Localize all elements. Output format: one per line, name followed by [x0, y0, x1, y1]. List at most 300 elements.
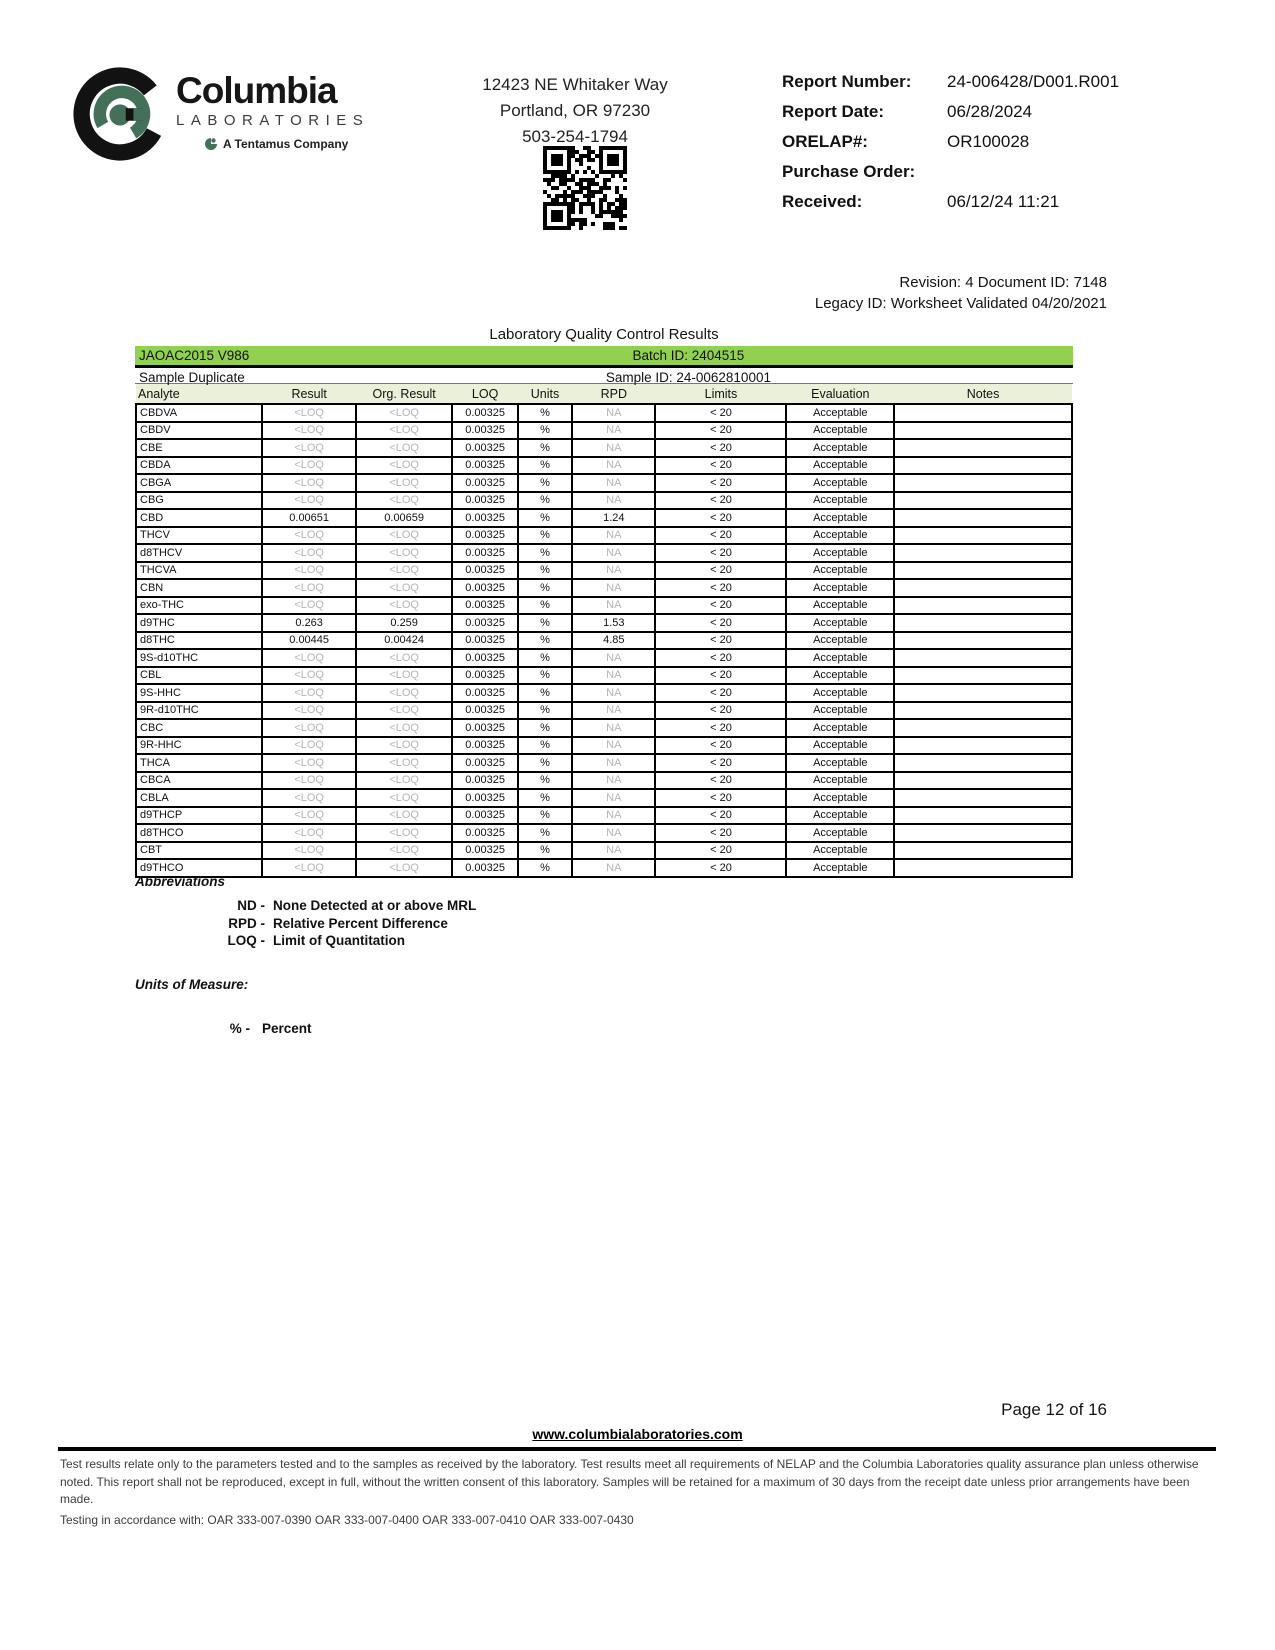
cell-evaluation: Acceptable [786, 474, 894, 492]
cell-notes [894, 422, 1072, 440]
cell-limits: < 20 [655, 544, 786, 562]
cell-notes [894, 632, 1072, 650]
cell-org-result: <LOQ [356, 702, 452, 720]
cell-limits: < 20 [655, 842, 786, 860]
cell-result: <LOQ [262, 492, 356, 510]
cell-rpd: NA [572, 404, 655, 422]
cell-limits: < 20 [655, 754, 786, 772]
cell-units: % [518, 859, 572, 877]
cell-notes [894, 719, 1072, 737]
cell-rpd: NA [572, 754, 655, 772]
cell-result: <LOQ [262, 667, 356, 685]
revision-info [815, 272, 1107, 314]
brand-tagline: A Tentamus Company [223, 137, 349, 151]
cell-rpd: NA [572, 422, 655, 440]
page-number: Page 12 of 16 [1001, 1400, 1107, 1419]
cell-units: % [518, 649, 572, 667]
cell-evaluation: Acceptable [786, 859, 894, 877]
cell-limits: < 20 [655, 719, 786, 737]
cell-limits: < 20 [655, 579, 786, 597]
abbreviation-item [135, 915, 476, 933]
legacy-id-line: Legacy ID: Worksheet Validated 04/20/2021 [814, 295, 1107, 312]
abbreviation-item [135, 932, 476, 950]
cell-analyte: d9THC [136, 614, 262, 632]
cell-analyte: 9S-d10THC [136, 649, 262, 667]
col-header-org-result: Org. Result [356, 384, 452, 404]
cell-limits: < 20 [655, 474, 786, 492]
cell-notes [894, 579, 1072, 597]
cell-units: % [518, 789, 572, 807]
cell-analyte: CBC [136, 719, 262, 737]
cell-notes [894, 737, 1072, 755]
cell-loq: 0.00325 [452, 702, 518, 720]
table-row [136, 824, 1072, 842]
cell-notes [894, 807, 1072, 825]
cell-units: % [518, 474, 572, 492]
cell-org-result: <LOQ [356, 422, 452, 440]
cell-notes [894, 439, 1072, 457]
col-header-notes: Notes [894, 384, 1072, 404]
table-row [136, 597, 1072, 615]
cell-units: % [518, 404, 572, 422]
cell-limits: < 20 [655, 649, 786, 667]
cell-evaluation: Acceptable [786, 737, 894, 755]
cell-units: % [518, 842, 572, 860]
batch-id: Batch ID: 2404515 [632, 348, 745, 363]
cell-analyte: THCVA [136, 562, 262, 580]
cell-limits: < 20 [655, 684, 786, 702]
table-row [136, 754, 1072, 772]
cell-result: <LOQ [262, 807, 356, 825]
cell-analyte: CBT [136, 842, 262, 860]
cell-rpd: NA [572, 859, 655, 877]
cell-org-result: <LOQ [356, 789, 452, 807]
cell-notes [894, 702, 1072, 720]
cell-rpd: NA [572, 824, 655, 842]
cell-limits: < 20 [655, 667, 786, 685]
cell-limits: < 20 [655, 737, 786, 755]
qc-results-section [135, 326, 1073, 878]
table-row [136, 684, 1072, 702]
cell-loq: 0.00325 [452, 772, 518, 790]
cell-units: % [518, 597, 572, 615]
table-row [136, 719, 1072, 737]
cell-units: % [518, 737, 572, 755]
table-row [136, 457, 1072, 475]
report-metadata [782, 72, 1202, 222]
col-header-result: Result [262, 384, 356, 404]
table-row [136, 527, 1072, 545]
cell-analyte: CBDVA [136, 404, 262, 422]
cell-result: <LOQ [262, 457, 356, 475]
cell-loq: 0.00325 [452, 842, 518, 860]
cell-result: <LOQ [262, 754, 356, 772]
cell-analyte: CBN [136, 579, 262, 597]
abbr-key-loq: LOQ - [227, 933, 265, 948]
cell-units: % [518, 492, 572, 510]
address-line-3: 503-254-1794 [522, 127, 628, 146]
cell-loq: 0.00325 [452, 859, 518, 877]
cell-units: % [518, 667, 572, 685]
table-row [136, 492, 1072, 510]
cell-org-result: <LOQ [356, 474, 452, 492]
cell-units: % [518, 754, 572, 772]
cell-loq: 0.00325 [452, 667, 518, 685]
cell-rpd: NA [572, 649, 655, 667]
table-row [136, 439, 1072, 457]
table-row [136, 404, 1072, 422]
method-name: JAOAC2015 V986 [139, 348, 250, 363]
cell-notes [894, 457, 1072, 475]
cell-notes [894, 562, 1072, 580]
col-header-limits: Limits [655, 384, 786, 404]
cell-evaluation: Acceptable [786, 562, 894, 580]
col-header-units: Units [518, 384, 572, 404]
cell-result: <LOQ [262, 824, 356, 842]
cell-notes [894, 667, 1072, 685]
col-header-analyte: Analyte [136, 384, 262, 404]
cell-limits: < 20 [655, 772, 786, 790]
cell-analyte: d9THCP [136, 807, 262, 825]
cell-analyte: 9R-d10THC [136, 702, 262, 720]
cell-evaluation: Acceptable [786, 614, 894, 632]
website-link[interactable]: www.columbialaboratories.com [532, 1426, 743, 1442]
cell-analyte: CBGA [136, 474, 262, 492]
cell-notes [894, 859, 1072, 877]
table-row [136, 422, 1072, 440]
qc-table-title: Laboratory Quality Control Results [489, 326, 719, 343]
cell-org-result: <LOQ [356, 824, 452, 842]
cell-evaluation: Acceptable [786, 789, 894, 807]
cell-result: <LOQ [262, 439, 356, 457]
unit-key-percent: % - [229, 1021, 250, 1036]
report-number-field [782, 72, 1202, 92]
cell-result: 0.00445 [262, 632, 356, 650]
col-header-rpd: RPD [572, 384, 655, 404]
cell-units: % [518, 824, 572, 842]
cell-loq: 0.00325 [452, 824, 518, 842]
cell-limits: < 20 [655, 492, 786, 510]
cell-limits: < 20 [655, 439, 786, 457]
cell-evaluation: Acceptable [786, 754, 894, 772]
cell-evaluation: Acceptable [786, 649, 894, 667]
cell-org-result: <LOQ [356, 859, 452, 877]
cell-notes [894, 789, 1072, 807]
cell-rpd: 4.85 [572, 632, 655, 650]
cell-evaluation: Acceptable [786, 457, 894, 475]
cell-loq: 0.00325 [452, 754, 518, 772]
cell-result: <LOQ [262, 684, 356, 702]
cell-result: <LOQ [262, 597, 356, 615]
cell-result: <LOQ [262, 772, 356, 790]
cell-analyte: THCA [136, 754, 262, 772]
cell-org-result: <LOQ [356, 649, 452, 667]
report-number-label: Report Number: [782, 72, 912, 91]
cell-evaluation: Acceptable [786, 597, 894, 615]
cell-units: % [518, 614, 572, 632]
col-header-evaluation: Evaluation [786, 384, 894, 404]
cell-loq: 0.00325 [452, 579, 518, 597]
cell-analyte: exo-THC [136, 597, 262, 615]
cell-org-result: <LOQ [356, 842, 452, 860]
cell-org-result: <LOQ [356, 439, 452, 457]
sample-id: Sample ID: 24-0062810001 [605, 370, 771, 385]
revision-line: Revision: 4 Document ID: 7148 [899, 274, 1107, 291]
purchase-order-field [782, 162, 1202, 182]
cell-org-result: <LOQ [356, 737, 452, 755]
cell-rpd: 1.53 [572, 614, 655, 632]
cell-units: % [518, 719, 572, 737]
abbr-def-loq: Limit of Quantitation [273, 933, 405, 948]
cell-rpd: NA [572, 527, 655, 545]
cell-evaluation: Acceptable [786, 422, 894, 440]
cell-analyte: CBCA [136, 772, 262, 790]
cell-result: 0.00651 [262, 509, 356, 527]
cell-evaluation: Acceptable [786, 772, 894, 790]
abbr-def-nd: None Detected at or above MRL [273, 898, 477, 913]
cell-evaluation: Acceptable [786, 684, 894, 702]
report-date-field [782, 102, 1202, 122]
cell-limits: < 20 [655, 859, 786, 877]
cell-loq: 0.00325 [452, 457, 518, 475]
cell-units: % [518, 807, 572, 825]
cell-units: % [518, 702, 572, 720]
table-row [136, 789, 1072, 807]
cell-notes [894, 597, 1072, 615]
cell-org-result: 0.259 [356, 614, 452, 632]
cell-result: <LOQ [262, 702, 356, 720]
cell-units: % [518, 527, 572, 545]
cell-rpd: NA [572, 789, 655, 807]
table-row [136, 632, 1072, 650]
cell-org-result: <LOQ [356, 457, 452, 475]
cell-evaluation: Acceptable [786, 579, 894, 597]
brand-name: Columbia [176, 70, 337, 111]
cell-loq: 0.00325 [452, 737, 518, 755]
cell-notes [894, 824, 1072, 842]
cell-units: % [518, 509, 572, 527]
cell-analyte: CBD [136, 509, 262, 527]
cell-units: % [518, 632, 572, 650]
cell-analyte: CBL [136, 667, 262, 685]
cell-analyte: 9R-HHC [136, 737, 262, 755]
cell-evaluation: Acceptable [786, 509, 894, 527]
cell-units: % [518, 772, 572, 790]
cell-notes [894, 842, 1072, 860]
cell-limits: < 20 [655, 702, 786, 720]
cell-org-result: <LOQ [356, 807, 452, 825]
cell-result: <LOQ [262, 422, 356, 440]
cell-limits: < 20 [655, 562, 786, 580]
cell-notes [894, 614, 1072, 632]
cell-units: % [518, 422, 572, 440]
cell-rpd: NA [572, 492, 655, 510]
unit-item [135, 1020, 312, 1037]
cell-analyte: d8THCO [136, 824, 262, 842]
cell-analyte: CBDV [136, 422, 262, 440]
table-row [136, 509, 1072, 527]
cell-loq: 0.00325 [452, 789, 518, 807]
cell-org-result: <LOQ [356, 404, 452, 422]
received-value: 06/12/24 11:21 [947, 192, 1060, 211]
cell-units: % [518, 579, 572, 597]
cell-result: <LOQ [262, 842, 356, 860]
cell-loq: 0.00325 [452, 422, 518, 440]
cell-analyte: THCV [136, 527, 262, 545]
cell-analyte: d8THC [136, 632, 262, 650]
units-of-measure-section [135, 977, 312, 1037]
cell-loq: 0.00325 [452, 614, 518, 632]
cell-result: <LOQ [262, 562, 356, 580]
cell-limits: < 20 [655, 789, 786, 807]
cell-rpd: 1.24 [572, 509, 655, 527]
method-batch-bar [135, 346, 1073, 365]
cell-org-result: <LOQ [356, 667, 452, 685]
table-row [136, 562, 1072, 580]
cell-loq: 0.00325 [452, 404, 518, 422]
cell-result: <LOQ [262, 579, 356, 597]
cell-units: % [518, 439, 572, 457]
purchase-order-value [947, 162, 1202, 182]
cell-notes [894, 754, 1072, 772]
received-field [782, 192, 1202, 212]
unit-def-percent: Percent [262, 1021, 312, 1036]
cell-limits: < 20 [655, 527, 786, 545]
cell-evaluation: Acceptable [786, 824, 894, 842]
cell-loq: 0.00325 [452, 649, 518, 667]
column-header-row [136, 384, 1072, 404]
cell-evaluation: Acceptable [786, 719, 894, 737]
cell-loq: 0.00325 [452, 719, 518, 737]
cell-units: % [518, 457, 572, 475]
cell-rpd: NA [572, 579, 655, 597]
cell-org-result: <LOQ [356, 527, 452, 545]
table-row [136, 772, 1072, 790]
cell-org-result: <LOQ [356, 492, 452, 510]
cell-result: <LOQ [262, 719, 356, 737]
cell-rpd: NA [572, 597, 655, 615]
tentamus-leaf-icon [204, 137, 218, 151]
cell-rpd: NA [572, 684, 655, 702]
purchase-order-label: Purchase Order: [782, 162, 916, 181]
company-logo [72, 66, 369, 162]
cell-evaluation: Acceptable [786, 667, 894, 685]
cell-result: <LOQ [262, 859, 356, 877]
lab-address [430, 72, 720, 150]
cell-notes [894, 404, 1072, 422]
cell-loq: 0.00325 [452, 632, 518, 650]
cell-evaluation: Acceptable [786, 527, 894, 545]
cell-result: <LOQ [262, 789, 356, 807]
cell-loq: 0.00325 [452, 474, 518, 492]
cell-notes [894, 527, 1072, 545]
table-row [136, 702, 1072, 720]
orelap-label: ORELAP#: [782, 132, 868, 151]
table-row [136, 842, 1072, 860]
table-row [136, 614, 1072, 632]
cell-rpd: NA [572, 544, 655, 562]
cell-result: <LOQ [262, 474, 356, 492]
cell-analyte: 9S-HHC [136, 684, 262, 702]
cell-result: 0.263 [262, 614, 356, 632]
cell-rpd: NA [572, 457, 655, 475]
cell-result: <LOQ [262, 649, 356, 667]
cell-result: <LOQ [262, 737, 356, 755]
cell-org-result: <LOQ [356, 772, 452, 790]
footer-disclaimer: Test results relate only to the parameters tested and to the samples as received by the laboratory. Test results meet all requirements of NELAP and the Columbia Laboratories quality assurance plan unless otherwise noted. This report shall not be reproduced, except in full, without the written consent of this laboratory. Samples will be retained for a maximum of 30 days from the receipt date unless prior arrangements have been made. [60, 1457, 1199, 1506]
cell-rpd: NA [572, 562, 655, 580]
cell-loq: 0.00325 [452, 684, 518, 702]
footer-divider [58, 1447, 1216, 1451]
cell-limits: < 20 [655, 807, 786, 825]
cell-evaluation: Acceptable [786, 404, 894, 422]
table-row [136, 579, 1072, 597]
qc-results-table [135, 384, 1073, 878]
cell-analyte: CBLA [136, 789, 262, 807]
cell-analyte: d8THCV [136, 544, 262, 562]
cell-limits: < 20 [655, 509, 786, 527]
cell-org-result: <LOQ [356, 684, 452, 702]
footer-accordance: Testing in accordance with: OAR 333-007-0390 OAR 333-007-0400 OAR 333-007-0410 OAR 333-007-0430 [60, 1513, 634, 1527]
cell-rpd: NA [572, 807, 655, 825]
cell-evaluation: Acceptable [786, 807, 894, 825]
table-row [136, 474, 1072, 492]
cell-org-result: <LOQ [356, 562, 452, 580]
cell-org-result: <LOQ [356, 544, 452, 562]
cell-limits: < 20 [655, 824, 786, 842]
sample-type: Sample Duplicate [139, 370, 245, 385]
cell-loq: 0.00325 [452, 544, 518, 562]
report-date-label: Report Date: [782, 102, 885, 121]
cell-units: % [518, 544, 572, 562]
cell-analyte: d9THCO [136, 859, 262, 877]
received-label: Received: [782, 192, 863, 211]
cell-limits: < 20 [655, 597, 786, 615]
col-header-loq: LOQ [452, 384, 518, 404]
table-row [136, 544, 1072, 562]
cell-loq: 0.00325 [452, 527, 518, 545]
cell-limits: < 20 [655, 422, 786, 440]
cell-limits: < 20 [655, 457, 786, 475]
cell-notes [894, 684, 1072, 702]
cell-analyte: CBE [136, 439, 262, 457]
cell-rpd: NA [572, 719, 655, 737]
address-line-1: 12423 NE Whitaker Way [482, 75, 668, 94]
cell-rpd: NA [572, 737, 655, 755]
cell-limits: < 20 [655, 404, 786, 422]
abbr-key-rpd: RPD - [228, 915, 265, 931]
cell-analyte: CBG [136, 492, 262, 510]
cell-result: <LOQ [262, 527, 356, 545]
report-number-value: 24-006428/D001.R001 [947, 72, 1120, 91]
abbreviations-section [135, 874, 476, 950]
table-row [136, 807, 1072, 825]
table-row [136, 667, 1072, 685]
cell-org-result: 0.00424 [356, 632, 452, 650]
qr-code [543, 146, 627, 230]
cell-loq: 0.00325 [452, 439, 518, 457]
address-line-2: Portland, OR 97230 [499, 101, 651, 120]
cell-evaluation: Acceptable [786, 702, 894, 720]
cell-limits: < 20 [655, 632, 786, 650]
cell-loq: 0.00325 [452, 597, 518, 615]
cell-rpd: NA [572, 439, 655, 457]
cell-loq: 0.00325 [452, 492, 518, 510]
cell-evaluation: Acceptable [786, 439, 894, 457]
cell-org-result: <LOQ [356, 597, 452, 615]
report-date-value: 06/28/2024 [947, 102, 1033, 121]
cell-notes [894, 492, 1072, 510]
